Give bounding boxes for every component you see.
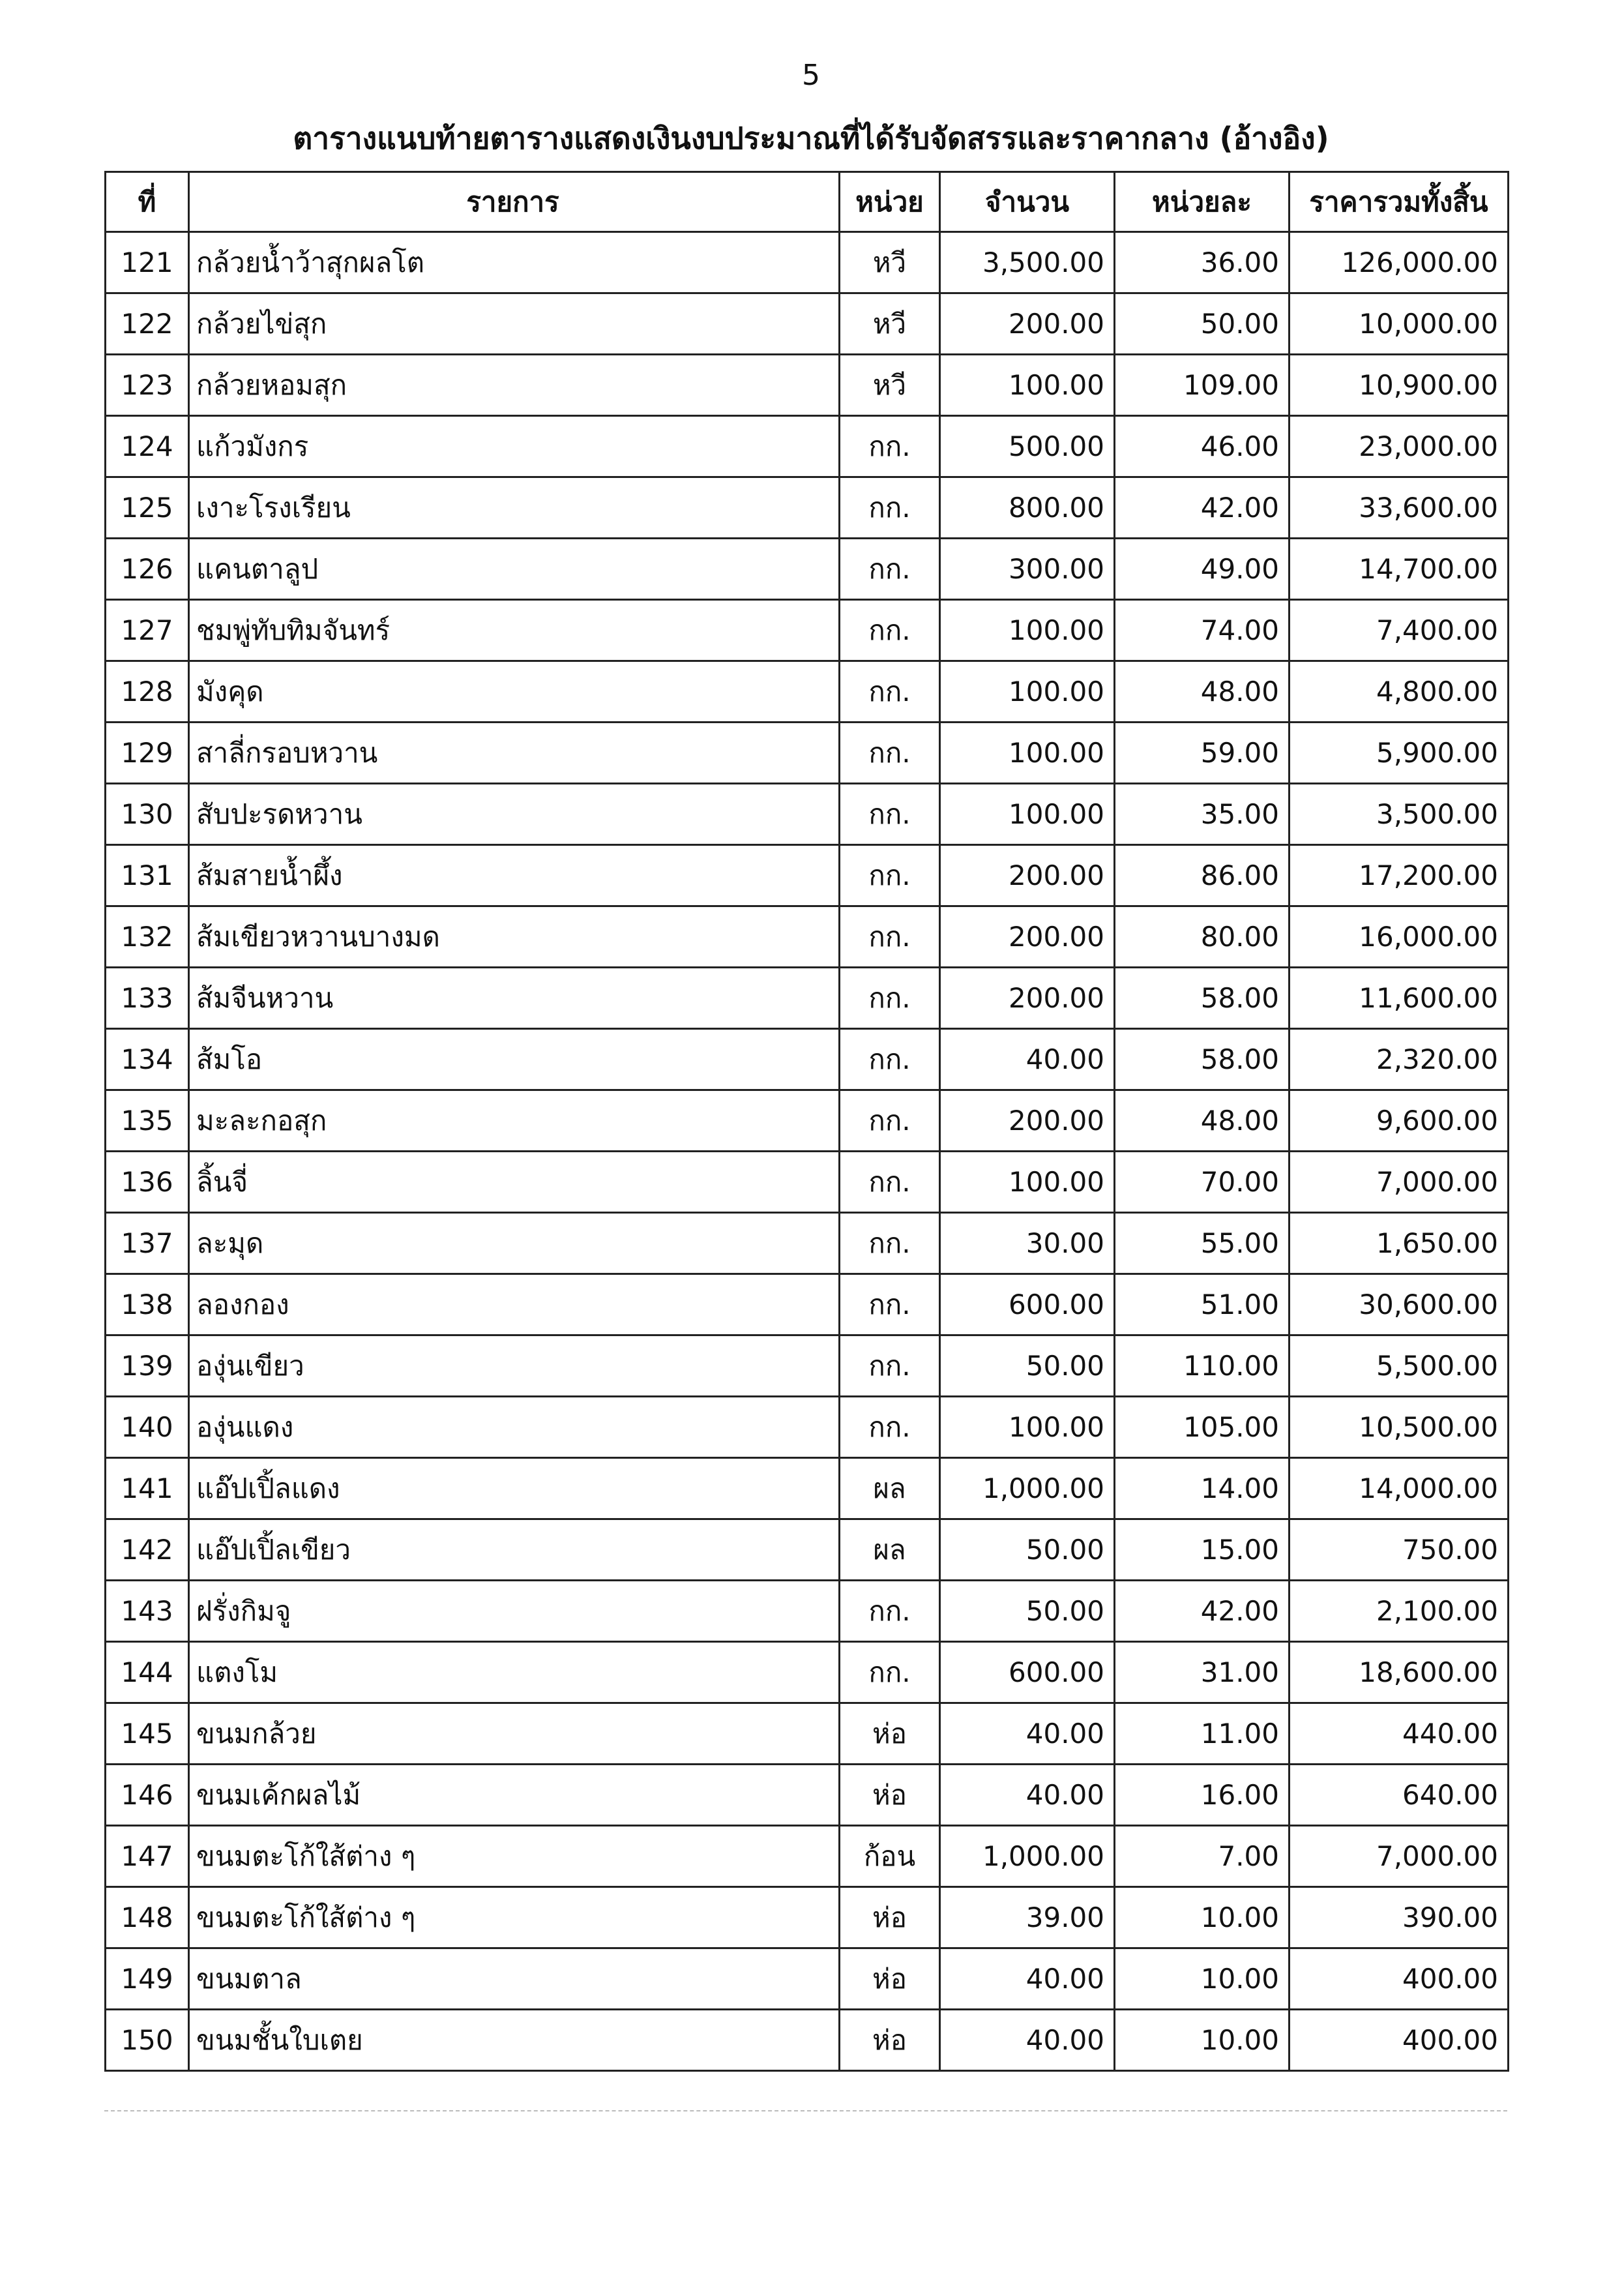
cell-item: แคนตาลูป (189, 539, 840, 600)
cell-quantity: 1,000.00 (940, 1826, 1115, 1887)
cell-no: 130 (106, 784, 189, 845)
cell-item: แอ๊ปเปิ้ลแดง (189, 1458, 840, 1519)
cell-unit: ห่อ (840, 1948, 940, 2010)
table-row (106, 723, 1509, 784)
cell-unit: ผล (840, 1519, 940, 1581)
cell-unit-price: 86.00 (1115, 845, 1290, 906)
cell-no: 150 (106, 2010, 189, 2071)
header-item: รายการ (189, 172, 840, 232)
cell-item: มะละกอสุก (189, 1090, 840, 1152)
cell-no: 149 (106, 1948, 189, 2010)
table-row (106, 661, 1509, 723)
cell-item: แก้วมังกร (189, 416, 840, 477)
price-table (104, 171, 1509, 2072)
cell-no: 136 (106, 1152, 189, 1213)
table-row (106, 293, 1509, 355)
table-row (106, 1765, 1509, 1826)
cell-item: องุ่นแดง (189, 1397, 840, 1458)
cell-quantity: 1,000.00 (940, 1458, 1115, 1519)
cell-unit-price: 105.00 (1115, 1397, 1290, 1458)
table-row (106, 477, 1509, 539)
header-row (106, 172, 1509, 232)
cell-item: ขนมตะโก้ใส้ต่าง ๆ (189, 1887, 840, 1948)
cell-unit-price: 74.00 (1115, 600, 1290, 661)
cell-unit: กก. (840, 906, 940, 968)
cell-unit: กก. (840, 845, 940, 906)
cell-unit: หวี (840, 293, 940, 355)
cell-unit: ห่อ (840, 1887, 940, 1948)
cell-unit-price: 59.00 (1115, 723, 1290, 784)
cell-quantity: 100.00 (940, 355, 1115, 416)
cell-unit: ก้อน (840, 1826, 940, 1887)
cell-item: แตงโม (189, 1642, 840, 1703)
cell-unit: กก. (840, 723, 940, 784)
table-row (106, 600, 1509, 661)
cell-quantity: 50.00 (940, 1335, 1115, 1397)
cell-unit: กก. (840, 661, 940, 723)
cell-total: 640.00 (1290, 1765, 1509, 1826)
cell-no: 134 (106, 1029, 189, 1090)
document-title: ตารางแนบท้ายตารางแสดงเงินงบประมาณที่ได้รับจัดสรรและราคากลาง (อ้างอิง) (293, 121, 1329, 156)
cell-total: 2,100.00 (1290, 1581, 1509, 1642)
cell-no: 126 (106, 539, 189, 600)
cell-item: มังคุด (189, 661, 840, 723)
table-row (106, 1213, 1509, 1274)
cell-item: ส้มโอ (189, 1029, 840, 1090)
cell-total: 30,600.00 (1290, 1274, 1509, 1335)
table-row (106, 1274, 1509, 1335)
table-row (106, 1090, 1509, 1152)
header-total: ราคารวมทั้งสิ้น (1290, 172, 1509, 232)
cell-unit: กก. (840, 968, 940, 1029)
cell-unit: กก. (840, 416, 940, 477)
cell-unit-price: 58.00 (1115, 1029, 1290, 1090)
table-row (106, 1335, 1509, 1397)
header-unit-price: หน่วยละ (1115, 172, 1290, 232)
cell-quantity: 100.00 (940, 661, 1115, 723)
table-row (106, 1703, 1509, 1765)
cell-unit: กก. (840, 1581, 940, 1642)
cell-unit-price: 36.00 (1115, 232, 1290, 293)
cell-quantity: 100.00 (940, 784, 1115, 845)
cell-item: ฝรั่งกิมจู (189, 1581, 840, 1642)
cell-unit: หวี (840, 232, 940, 293)
table-row (106, 1152, 1509, 1213)
cell-item: ขนมตาล (189, 1948, 840, 2010)
cell-item: ขนมเค้กผลไม้ (189, 1765, 840, 1826)
cell-quantity: 100.00 (940, 723, 1115, 784)
cell-no: 128 (106, 661, 189, 723)
cell-total: 11,600.00 (1290, 968, 1509, 1029)
cell-total: 440.00 (1290, 1703, 1509, 1765)
cell-no: 127 (106, 600, 189, 661)
cell-item: ส้มสายน้ำผึ้ง (189, 845, 840, 906)
cell-quantity: 300.00 (940, 539, 1115, 600)
cell-quantity: 600.00 (940, 1642, 1115, 1703)
cell-unit: กก. (840, 784, 940, 845)
cell-quantity: 100.00 (940, 1397, 1115, 1458)
cell-total: 14,000.00 (1290, 1458, 1509, 1519)
cell-quantity: 40.00 (940, 2010, 1115, 2071)
cell-no: 123 (106, 355, 189, 416)
cell-item: ขนมชั้นใบเตย (189, 2010, 840, 2071)
cell-quantity: 3,500.00 (940, 232, 1115, 293)
cell-no: 124 (106, 416, 189, 477)
cell-no: 139 (106, 1335, 189, 1397)
cell-quantity: 200.00 (940, 293, 1115, 355)
cell-quantity: 50.00 (940, 1581, 1115, 1642)
cell-total: 9,600.00 (1290, 1090, 1509, 1152)
cell-quantity: 100.00 (940, 1152, 1115, 1213)
cell-unit-price: 10.00 (1115, 1887, 1290, 1948)
cell-total: 7,400.00 (1290, 600, 1509, 661)
table-row (106, 1826, 1509, 1887)
cell-item: ส้มเขียวหวานบางมด (189, 906, 840, 968)
cell-unit-price: 50.00 (1115, 293, 1290, 355)
cell-quantity: 39.00 (940, 1887, 1115, 1948)
cell-item: กล้วยน้ำว้าสุกผลโต (189, 232, 840, 293)
table-row (106, 1948, 1509, 2010)
cell-no: 145 (106, 1703, 189, 1765)
cell-unit-price: 110.00 (1115, 1335, 1290, 1397)
bottom-divider (104, 2110, 1507, 2111)
table-row (106, 845, 1509, 906)
cell-item: กล้วยไข่สุก (189, 293, 840, 355)
cell-total: 14,700.00 (1290, 539, 1509, 600)
cell-quantity: 30.00 (940, 1213, 1115, 1274)
cell-total: 17,200.00 (1290, 845, 1509, 906)
cell-total: 7,000.00 (1290, 1152, 1509, 1213)
cell-no: 121 (106, 232, 189, 293)
cell-total: 10,000.00 (1290, 293, 1509, 355)
cell-unit-price: 80.00 (1115, 906, 1290, 968)
cell-total: 3,500.00 (1290, 784, 1509, 845)
cell-unit: กก. (840, 1397, 940, 1458)
cell-total: 10,900.00 (1290, 355, 1509, 416)
cell-unit-price: 42.00 (1115, 1581, 1290, 1642)
cell-item: เงาะโรงเรียน (189, 477, 840, 539)
page-number: 5 (802, 59, 820, 92)
cell-quantity: 40.00 (940, 1029, 1115, 1090)
table-row (106, 784, 1509, 845)
cell-unit: กก. (840, 539, 940, 600)
table-row (106, 232, 1509, 293)
cell-item: แอ๊ปเปิ้ลเขียว (189, 1519, 840, 1581)
cell-unit: กก. (840, 477, 940, 539)
cell-no: 131 (106, 845, 189, 906)
cell-item: ลิ้นจี่ (189, 1152, 840, 1213)
cell-total: 5,500.00 (1290, 1335, 1509, 1397)
cell-total: 1,650.00 (1290, 1213, 1509, 1274)
cell-item: องุ่นเขียว (189, 1335, 840, 1397)
cell-no: 129 (106, 723, 189, 784)
cell-item: ลองกอง (189, 1274, 840, 1335)
cell-no: 140 (106, 1397, 189, 1458)
table-row (106, 906, 1509, 968)
cell-unit: กก. (840, 1274, 940, 1335)
cell-no: 142 (106, 1519, 189, 1581)
table-row (106, 968, 1509, 1029)
table-row (106, 1519, 1509, 1581)
table-row (106, 1581, 1509, 1642)
cell-unit-price: 46.00 (1115, 416, 1290, 477)
cell-total: 400.00 (1290, 2010, 1509, 2071)
cell-unit: ห่อ (840, 2010, 940, 2071)
table-row (106, 2010, 1509, 2071)
table-header (106, 172, 1509, 232)
cell-item: สับปะรดหวาน (189, 784, 840, 845)
cell-no: 133 (106, 968, 189, 1029)
cell-unit-price: 31.00 (1115, 1642, 1290, 1703)
cell-unit-price: 58.00 (1115, 968, 1290, 1029)
cell-item: ชมพู่ทับทิมจันทร์ (189, 600, 840, 661)
cell-unit: กก. (840, 1090, 940, 1152)
cell-unit-price: 55.00 (1115, 1213, 1290, 1274)
cell-unit-price: 51.00 (1115, 1274, 1290, 1335)
cell-unit: ห่อ (840, 1703, 940, 1765)
table-row (106, 1397, 1509, 1458)
cell-no: 137 (106, 1213, 189, 1274)
cell-quantity: 200.00 (940, 845, 1115, 906)
header-quantity: จำนวน (940, 172, 1115, 232)
cell-unit: กก. (840, 1335, 940, 1397)
cell-quantity: 200.00 (940, 906, 1115, 968)
cell-total: 10,500.00 (1290, 1397, 1509, 1458)
cell-quantity: 40.00 (940, 1703, 1115, 1765)
table-body (106, 232, 1509, 2071)
cell-quantity: 40.00 (940, 1948, 1115, 2010)
cell-no: 125 (106, 477, 189, 539)
header-no: ที่ (106, 172, 189, 232)
cell-unit-price: 14.00 (1115, 1458, 1290, 1519)
cell-unit: ห่อ (840, 1765, 940, 1826)
cell-total: 33,600.00 (1290, 477, 1509, 539)
cell-unit-price: 70.00 (1115, 1152, 1290, 1213)
cell-unit: หวี (840, 355, 940, 416)
cell-no: 135 (106, 1090, 189, 1152)
cell-total: 23,000.00 (1290, 416, 1509, 477)
cell-item: สาลี่กรอบหวาน (189, 723, 840, 784)
cell-quantity: 800.00 (940, 477, 1115, 539)
cell-item: ขนมตะโก้ใส้ต่าง ๆ (189, 1826, 840, 1887)
table-row (106, 1642, 1509, 1703)
cell-no: 144 (106, 1642, 189, 1703)
cell-no: 147 (106, 1826, 189, 1887)
cell-unit-price: 15.00 (1115, 1519, 1290, 1581)
cell-no: 138 (106, 1274, 189, 1335)
cell-unit-price: 11.00 (1115, 1703, 1290, 1765)
cell-quantity: 200.00 (940, 968, 1115, 1029)
cell-unit: กก. (840, 1213, 940, 1274)
table-row (106, 539, 1509, 600)
cell-total: 2,320.00 (1290, 1029, 1509, 1090)
cell-total: 400.00 (1290, 1948, 1509, 2010)
cell-total: 5,900.00 (1290, 723, 1509, 784)
cell-unit-price: 16.00 (1115, 1765, 1290, 1826)
cell-no: 143 (106, 1581, 189, 1642)
table-row (106, 1029, 1509, 1090)
cell-total: 126,000.00 (1290, 232, 1509, 293)
cell-quantity: 600.00 (940, 1274, 1115, 1335)
cell-total: 750.00 (1290, 1519, 1509, 1581)
cell-item: ละมุด (189, 1213, 840, 1274)
cell-quantity: 500.00 (940, 416, 1115, 477)
cell-unit-price: 49.00 (1115, 539, 1290, 600)
cell-item: ส้มจีนหวาน (189, 968, 840, 1029)
cell-quantity: 50.00 (940, 1519, 1115, 1581)
cell-unit: กก. (840, 1029, 940, 1090)
cell-no: 141 (106, 1458, 189, 1519)
cell-no: 132 (106, 906, 189, 968)
cell-unit-price: 42.00 (1115, 477, 1290, 539)
cell-unit: กก. (840, 1152, 940, 1213)
cell-unit-price: 35.00 (1115, 784, 1290, 845)
cell-unit: ผล (840, 1458, 940, 1519)
cell-total: 7,000.00 (1290, 1826, 1509, 1887)
header-unit: หน่วย (840, 172, 940, 232)
table-row (106, 416, 1509, 477)
cell-no: 122 (106, 293, 189, 355)
cell-item: กล้วยหอมสุก (189, 355, 840, 416)
table-row (106, 1458, 1509, 1519)
cell-unit-price: 10.00 (1115, 2010, 1290, 2071)
cell-total: 390.00 (1290, 1887, 1509, 1948)
cell-unit: กก. (840, 600, 940, 661)
cell-item: ขนมกล้วย (189, 1703, 840, 1765)
cell-quantity: 100.00 (940, 600, 1115, 661)
table-row (106, 1887, 1509, 1948)
cell-unit: กก. (840, 1642, 940, 1703)
table-row (106, 355, 1509, 416)
cell-quantity: 40.00 (940, 1765, 1115, 1826)
cell-no: 148 (106, 1887, 189, 1948)
cell-unit-price: 10.00 (1115, 1948, 1290, 2010)
cell-total: 16,000.00 (1290, 906, 1509, 968)
cell-total: 18,600.00 (1290, 1642, 1509, 1703)
cell-total: 4,800.00 (1290, 661, 1509, 723)
cell-unit-price: 109.00 (1115, 355, 1290, 416)
cell-unit-price: 48.00 (1115, 1090, 1290, 1152)
cell-quantity: 200.00 (940, 1090, 1115, 1152)
cell-unit-price: 7.00 (1115, 1826, 1290, 1887)
cell-unit-price: 48.00 (1115, 661, 1290, 723)
cell-no: 146 (106, 1765, 189, 1826)
